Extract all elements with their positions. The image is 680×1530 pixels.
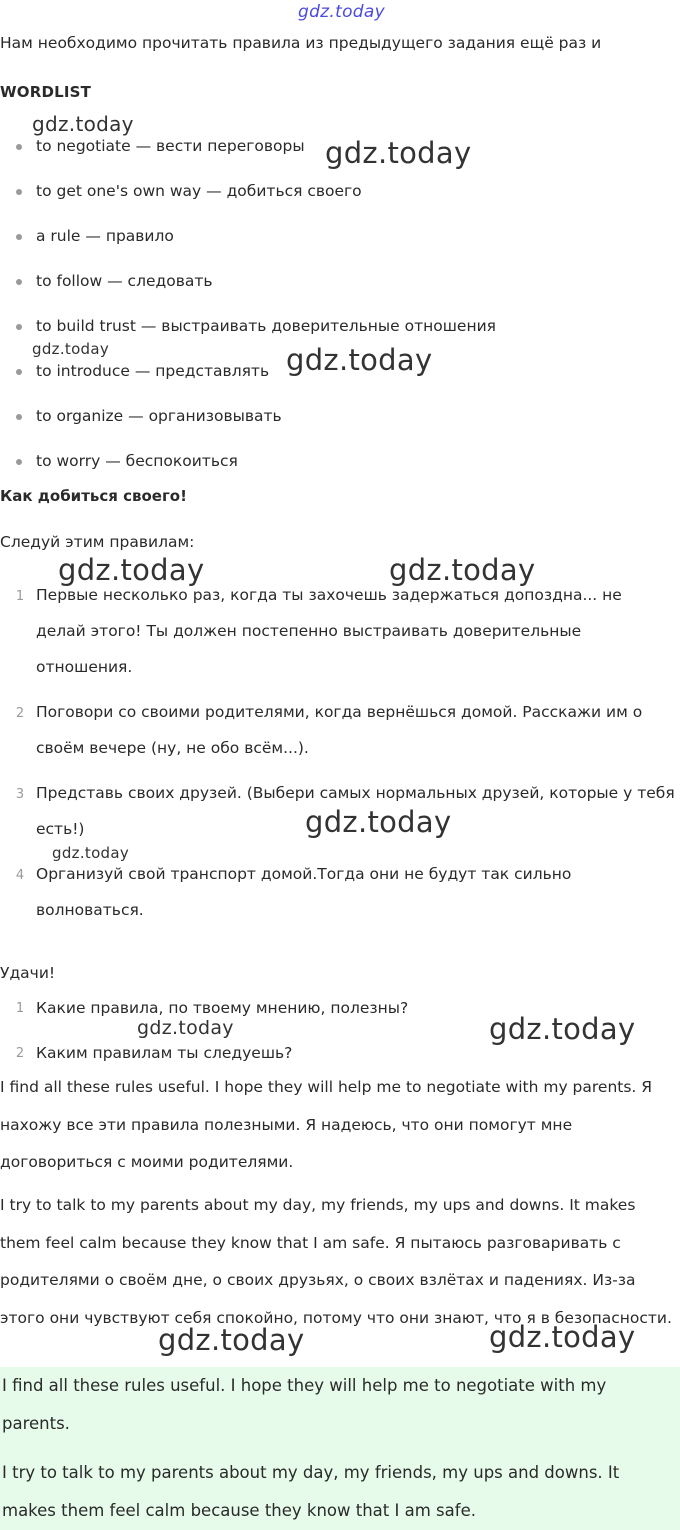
watermark-text: gdz.today (286, 343, 433, 377)
intro-text: Нам необходимо прочитать правила из предыдущего задания ещё раз и (0, 34, 602, 52)
watermark-text: gdz.today (58, 553, 205, 587)
watermark-text: gdz.today (305, 805, 452, 839)
watermark-text: gdz.today (325, 136, 472, 170)
watermark-text: gdz.today (137, 1017, 234, 1039)
follow-rules-text: Следуй этим правилам: (0, 533, 195, 551)
watermark-text: gdz.today (52, 844, 130, 862)
bullet-icon (16, 414, 22, 420)
watermark-text: gdz.today (389, 553, 536, 587)
watermark-text: gdz.today (32, 112, 134, 136)
bullet-icon (16, 369, 22, 375)
highlight-paragraph: I find all these rules useful. I hope they will help me to negotiate with my parents. (2, 1376, 607, 1433)
bullet-icon (16, 234, 22, 240)
watermark-text: gdz.today (32, 340, 110, 358)
bullet-icon (16, 324, 22, 330)
answer-paragraph: I find all these rules useful. I hope they will help me to negotiate with my parents. Я нахожу все эти правила полезными. Я надеюсь, что они помогут мне договориться с моими родителями. (0, 1078, 653, 1171)
watermark-text: gdz.today (489, 1012, 636, 1046)
watermark-text: gdz.today (158, 1323, 305, 1357)
bullet-icon (16, 279, 22, 285)
wordlist-title: WORDLIST (0, 83, 92, 101)
watermark-text: gdz.today (489, 1320, 636, 1354)
bullet-icon (16, 189, 22, 195)
answer-paragraph: I try to talk to my parents about my day, my friends, my ups and downs. It makes them feel calm because they know that I am safe. Я пытаюсь разговаривать с родителями о своём дне, о своих друзьях, о своих взлётах и падениях. Из-за этого они чувствуют себя спокойно, потому что они знают, что я в безопасности. (0, 1196, 672, 1327)
highlight-box (0, 1367, 680, 1530)
bullet-icon (16, 144, 22, 150)
highlight-paragraph: I try to talk to my parents about my day, my friends, my ups and downs. It makes them feel calm because they know that I am safe. (2, 1463, 620, 1520)
good-luck-text: Удачи! (0, 964, 56, 982)
section-title: Как добиться своего! (0, 487, 187, 505)
bullet-icon (16, 459, 22, 465)
header-watermark: gdz.today (298, 2, 385, 22)
